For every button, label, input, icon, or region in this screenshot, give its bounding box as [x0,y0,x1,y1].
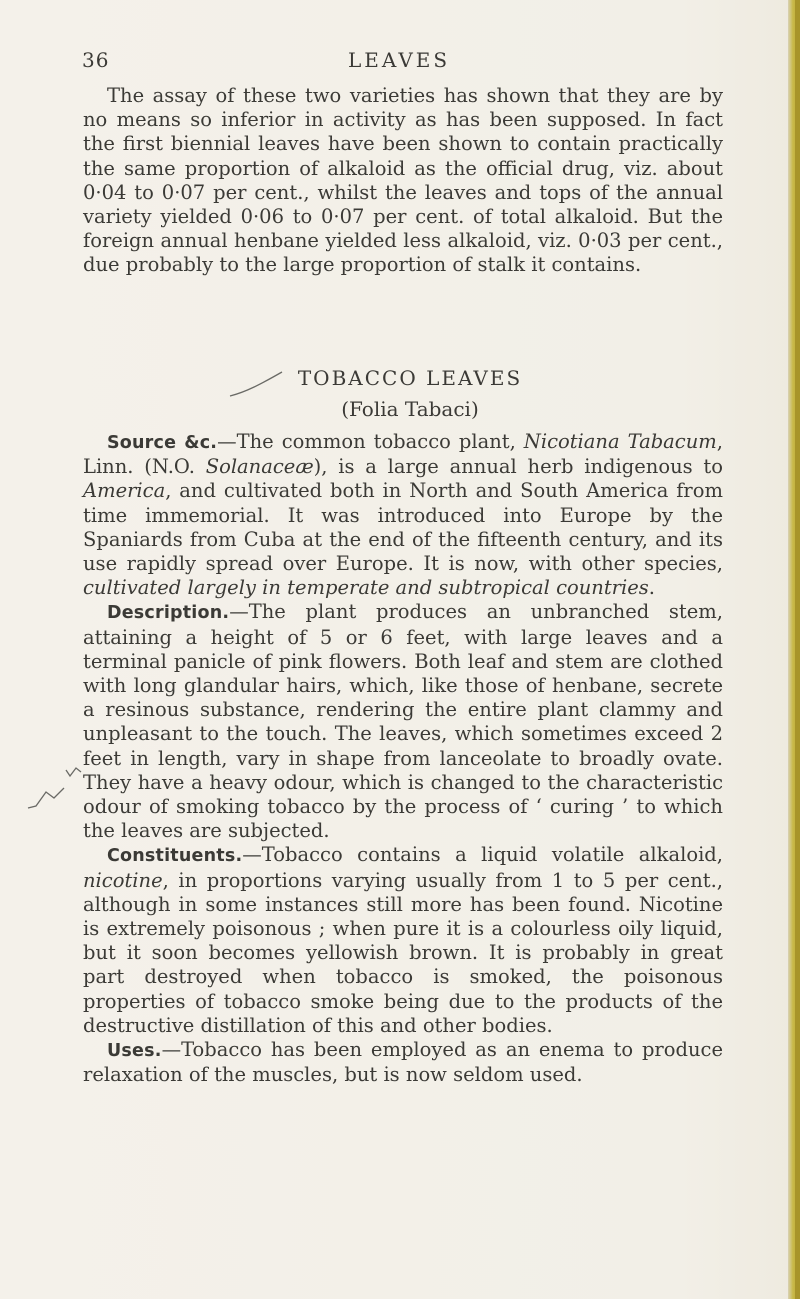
cultivation-regions: cultivated largely in temperate and subtropical countries [83,576,649,600]
pencil-mark-margin [22,762,92,812]
latin-name: Nicotiana Tabacum [523,430,717,453]
section-body [83,430,723,1087]
running-head: LEAVES [348,48,451,72]
constituents-text: —Tobacco contains a liquid volatile alkaloid, [242,843,723,867]
constituents-paragraph [83,843,723,1038]
source-text: , and cultivated both in North and South America from time immemorial. It was introduced into Europe by the Spaniards from Cuba at the end of the fifteenth century, and its use rapidly spread over Europe. It is now, with other species, [83,479,723,576]
page-edge-shadow [795,0,800,1299]
page-header [0,48,800,78]
description-heading: Description. [107,603,230,624]
native-region: America [83,479,166,503]
description-text: —The plant produces an unbranched stem, attaining a height of 5 or 6 feet, with large leaves and a terminal panicle of pink flowers. Both leaf and stem are clothed with long glandular hairs, which, like those of henbane, secrete a resinous substance, rendering the entire plant clammy and unpleasant to the touch. The leaves, which sometimes exceed 2 feet in length, vary in shape from lanceolate to broadly ovate. They have a heavy odour, which is changed to the characteristic odour of smoking tobacco by the process of ‘ curing ’ to which the leaves are subjected. [83,600,723,843]
source-heading: Source &c. [107,433,218,453]
section-subtitle: (Folia Tabaci) [341,397,479,421]
uses-text: —Tobacco has been employed as an enema to produce relaxation of the muscles, but is now seldom used. [83,1038,723,1087]
description-paragraph [83,600,723,843]
constituents-text: , in proportions varying usually from 1 to 5 per cent., although in some instances still more has been found. Nicotine is extremely poisonous ; when pure it is a colourless oily liquid, but it soon becomes yellowish brown. It is probably in great part destroyed when tobacco is smoked, the poisonous properties of tobacco smoke being due to the products of the destructive distillation of this and other bodies. [83,868,723,1037]
intro-paragraph: The assay of these two varieties has shown that they are by no means so inferior in activity as has been supposed. In fact the first biennial leaves have been shown to contain practically the same proportion of alkaloid as the official drug, viz. about 0·04 to 0·07 per cent., whilst the leaves and tops of the annual variety yielded 0·06 to 0·07 per cent. of total alkaloid. But the foreign annual henbane yielded less alkaloid, viz. 0·03 per cent., due probably to the large proportion of stalk it contains. [83,84,723,277]
constituents-heading: Constituents. [107,846,243,867]
source-paragraph [83,430,723,600]
section-title: TOBACCO LEAVES [297,366,523,390]
source-text: , Linn. (N.O. [83,430,723,479]
source-text: . [648,576,655,600]
plant-order: Solanaceæ [205,455,314,479]
uses-paragraph [83,1038,723,1087]
source-text: ), is a large annual herb indigenous to [313,455,723,479]
uses-heading: Uses. [107,1041,162,1062]
source-text: —The common tobacco plant, [217,430,524,453]
alkaloid-name: nicotine [83,868,163,892]
page-number: 36 [82,48,110,72]
